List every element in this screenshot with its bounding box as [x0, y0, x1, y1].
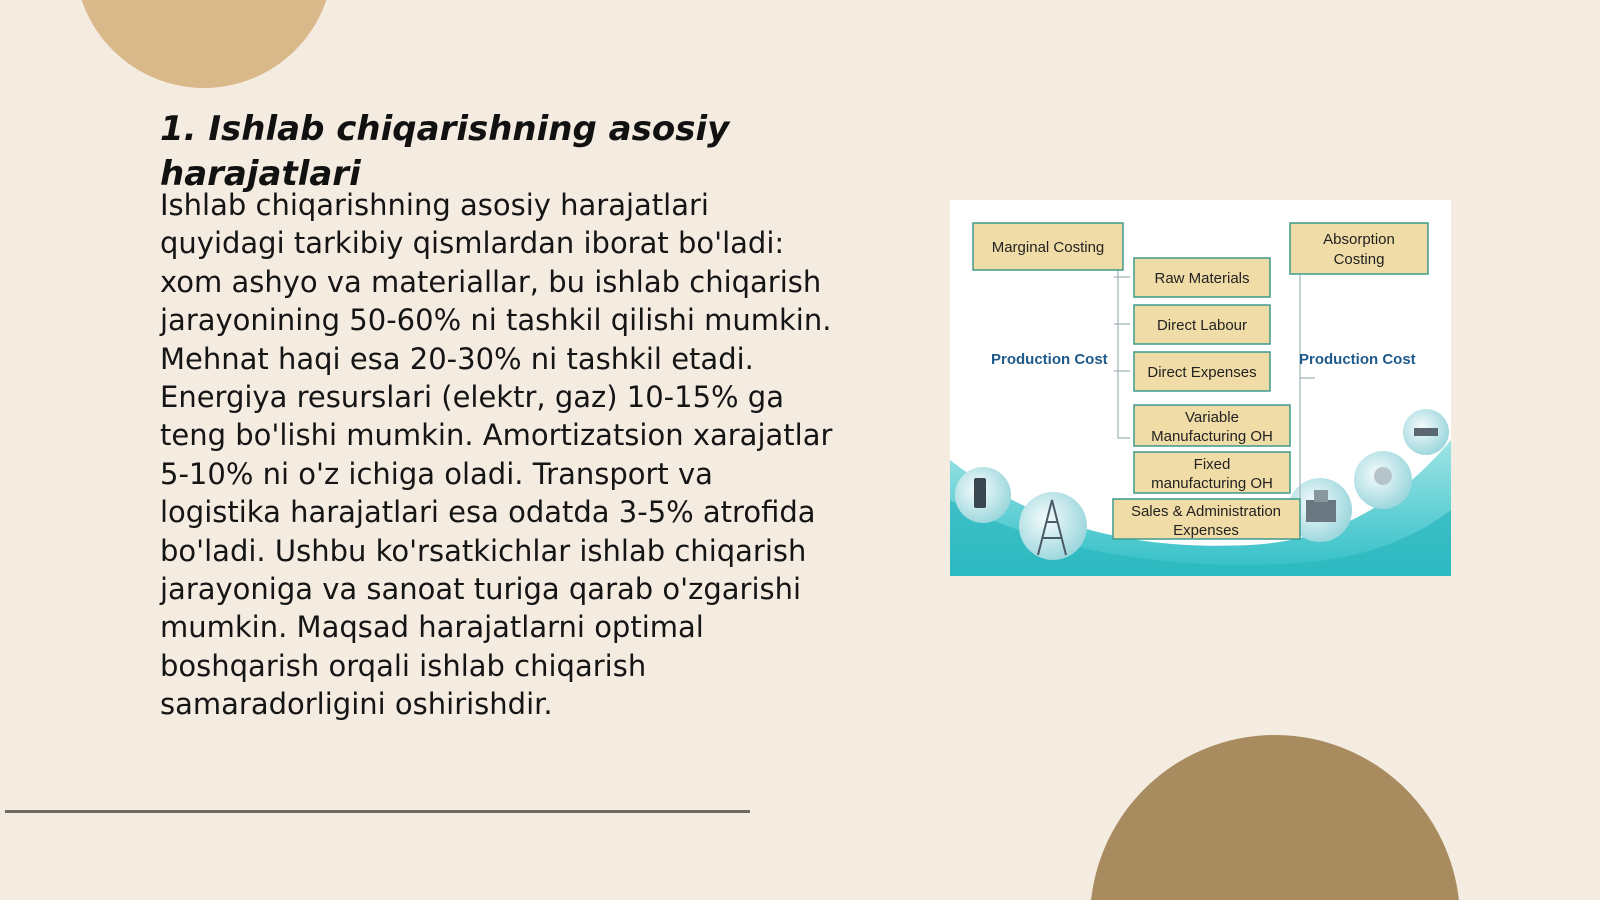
direct-expenses-box	[1134, 352, 1270, 391]
equipment-bubble-left	[955, 467, 1011, 523]
svg-text:Marginal Costing: Marginal Costing	[991, 239, 1105, 256]
raw-materials-box	[1134, 258, 1270, 297]
costing-diagram-image	[950, 200, 1451, 576]
svg-text:Raw Materials: Raw Materials	[1154, 270, 1250, 287]
fixed-manufacturing-oh-box	[1134, 452, 1290, 493]
svg-text:Fixed: Fixed	[1193, 456, 1231, 473]
equipment-bubble-phone	[1354, 451, 1412, 509]
marginal-costing-box	[973, 223, 1123, 270]
equipment-bubble-gear	[1403, 409, 1449, 455]
svg-text:Sales & Administration: Sales & Administration	[1130, 503, 1282, 520]
svg-text:Manufacturing OH: Manufacturing OH	[1151, 428, 1273, 445]
production-cost-right-label: Production Cost	[1299, 351, 1416, 368]
svg-text:Costing: Costing	[1333, 251, 1385, 268]
svg-text:manufacturing OH: manufacturing OH	[1151, 475, 1273, 492]
slide-title: 1. Ishlab chiqarishning asosiy harajatlari	[160, 109, 730, 194]
equipment-bubble-tower	[1019, 492, 1087, 560]
horizontal-rule	[5, 810, 750, 813]
svg-text:Expenses: Expenses	[1173, 522, 1239, 539]
svg-text:Direct Labour: Direct Labour	[1156, 317, 1248, 334]
svg-text:Variable: Variable	[1185, 409, 1239, 426]
sales-administration-box	[1113, 499, 1300, 539]
production-cost-left-label: Production Cost	[991, 351, 1108, 368]
svg-text:Absorption: Absorption	[1323, 231, 1395, 248]
slide-body-text: Ishlab chiqarishning asosiy harajatlari quyidagi tarkibiy qismlardan iborat bo'ladi: xom ashyo va materiallar, bu ishlab chiqarish jarayonining 50-60% ni tashkil qilishi mumkin. Mehnat haqi esa 20-30% ni tashkil etadi. Energiya resurslari (elektr, gaz) 10-15% ga teng bo'lishi mumkin. Amortizatsion xarajatlar 5-10% ni o'z ichiga oladi. Transport va logistika harajatlari esa odatda 3-5% atrofida bo'ladi. Ushbu ko'rsatkichlar ishlab chiqarish jarayoniga va sanoat turiga qarab o'zgarishi mumkin. Maqsad harajatlarni optimal boshqarish orqali ishlab chiqarish samaradorligini oshirishdir.	[160, 188, 833, 722]
decorative-circle-bottom	[1090, 735, 1460, 900]
decorative-circle-top	[75, 0, 333, 88]
direct-labour-box	[1134, 305, 1270, 344]
variable-manufacturing-oh-box	[1134, 405, 1290, 446]
absorption-costing-box	[1290, 223, 1428, 274]
svg-text:Direct Expenses: Direct Expenses	[1147, 364, 1257, 381]
